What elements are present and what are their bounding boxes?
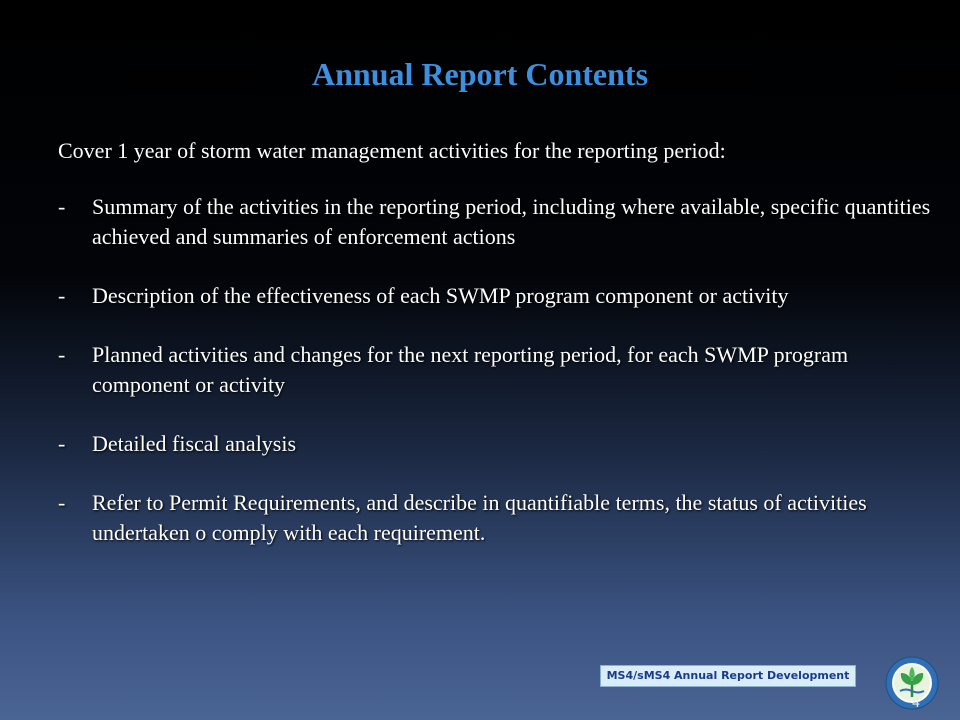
- bullet-item: [58, 429, 938, 459]
- bullet-text: Planned activities and changes for the next reporting period, for each SWMP program component or activity: [92, 342, 849, 397]
- bullet-item: [58, 340, 938, 400]
- bullet-marker: -: [58, 194, 66, 219]
- bullet-text: Summary of the activities in the reporting period, including where available, specific quantities achieved and summaries of enforcement actions: [92, 194, 931, 249]
- page-number: 4: [911, 696, 921, 711]
- bullet-item: [58, 488, 938, 548]
- bullet-item: [58, 192, 938, 252]
- bullet-text: Refer to Permit Requirements, and describe in quantifiable terms, the status of activities undertaken o comply with each requirement.: [92, 490, 867, 545]
- bullet-marker: -: [58, 490, 66, 515]
- slide-content: [58, 136, 938, 577]
- bullet-marker: -: [58, 342, 66, 367]
- bullet-text: Detailed fiscal analysis: [92, 431, 297, 456]
- bullet-text: Description of the effectiveness of each SWMP program component or activity: [92, 283, 789, 308]
- bullet-marker: -: [58, 283, 66, 308]
- intro-text: Cover 1 year of storm water management activities for the reporting period:: [58, 138, 726, 163]
- bullet-item: [58, 281, 938, 311]
- bullet-marker: -: [58, 431, 66, 456]
- slide-title: Annual Report Contents: [311, 56, 649, 92]
- footer-label: MS4/sMS4 Annual Report Development: [600, 665, 856, 687]
